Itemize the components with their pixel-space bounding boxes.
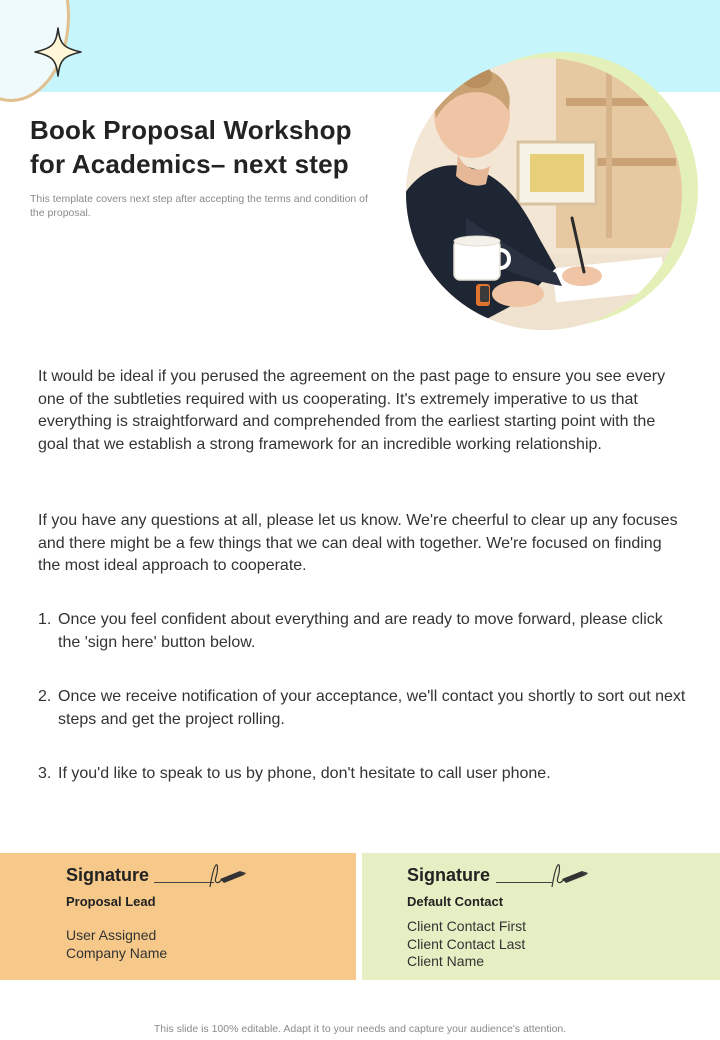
signature-role: Default Contact xyxy=(407,894,504,909)
four-point-star-icon xyxy=(33,26,83,78)
list-item-number: 2. xyxy=(38,688,52,705)
list-item-number: 3. xyxy=(38,765,52,782)
header-photo xyxy=(406,58,682,330)
signature-detail-client-name: Client Name xyxy=(407,953,485,969)
list-item-text: If you'd like to speak to us by phone, don't hesitate to call user phone. xyxy=(58,765,551,782)
signature-detail-contact-first: Client Contact First xyxy=(407,918,527,934)
pen-signature-icon xyxy=(548,857,588,891)
title-line-1: Book Proposal Workshop xyxy=(30,115,352,145)
list-item xyxy=(38,609,686,654)
signature-detail-contact-last: Client Contact Last xyxy=(407,936,526,952)
page-title xyxy=(30,113,410,181)
list-item-text: Once we receive notification of your acceptance, we'll contact you shortly to sort out next steps and get the project rolling. xyxy=(58,688,686,728)
pen-signature-icon xyxy=(206,857,246,891)
footer-note: This slide is 100% editable. Adapt it to your needs and capture your audience's attention. xyxy=(153,1023,567,1035)
signature-label: Signature xyxy=(66,865,150,885)
signature-block-default-contact xyxy=(362,853,720,980)
list-item xyxy=(38,763,686,786)
list-item-number: 1. xyxy=(38,611,52,628)
title-line-2: for Academics– next step xyxy=(30,149,349,179)
signature-role: Proposal Lead xyxy=(66,894,156,909)
list-item-text: Once you feel confident about everything and are ready to move forward, please click the 'sign here' button below. xyxy=(58,611,663,651)
signature-line[interactable] xyxy=(154,882,214,883)
intro-paragraph: It would be ideal if you perused the agreement on the past page to ensure you see every one of the subtleties required with us cooperating. It's extremely imperative to us that everything is straightforward and comprehended from the earliest starting point with the goal that we establish a strong framework for an incredible working relationship. xyxy=(38,368,666,453)
list-item xyxy=(38,686,686,731)
signature-block-proposal-lead xyxy=(0,853,356,980)
page-subtitle: This template covers next step after accepting the terms and condition of the proposal. xyxy=(30,193,368,219)
signature-label: Signature xyxy=(407,865,491,885)
signature-line[interactable] xyxy=(496,882,552,883)
woman-writing-illustration xyxy=(406,58,682,330)
questions-paragraph: If you have any questions at all, please let us know. We're cheerful to clear up any focuses and there might be a few things that we can deal with together. We're focused on finding the most ideal approach to cooperate. xyxy=(38,512,678,574)
signature-detail-company: Company Name xyxy=(66,945,168,961)
signature-detail-user: User Assigned xyxy=(66,927,157,943)
